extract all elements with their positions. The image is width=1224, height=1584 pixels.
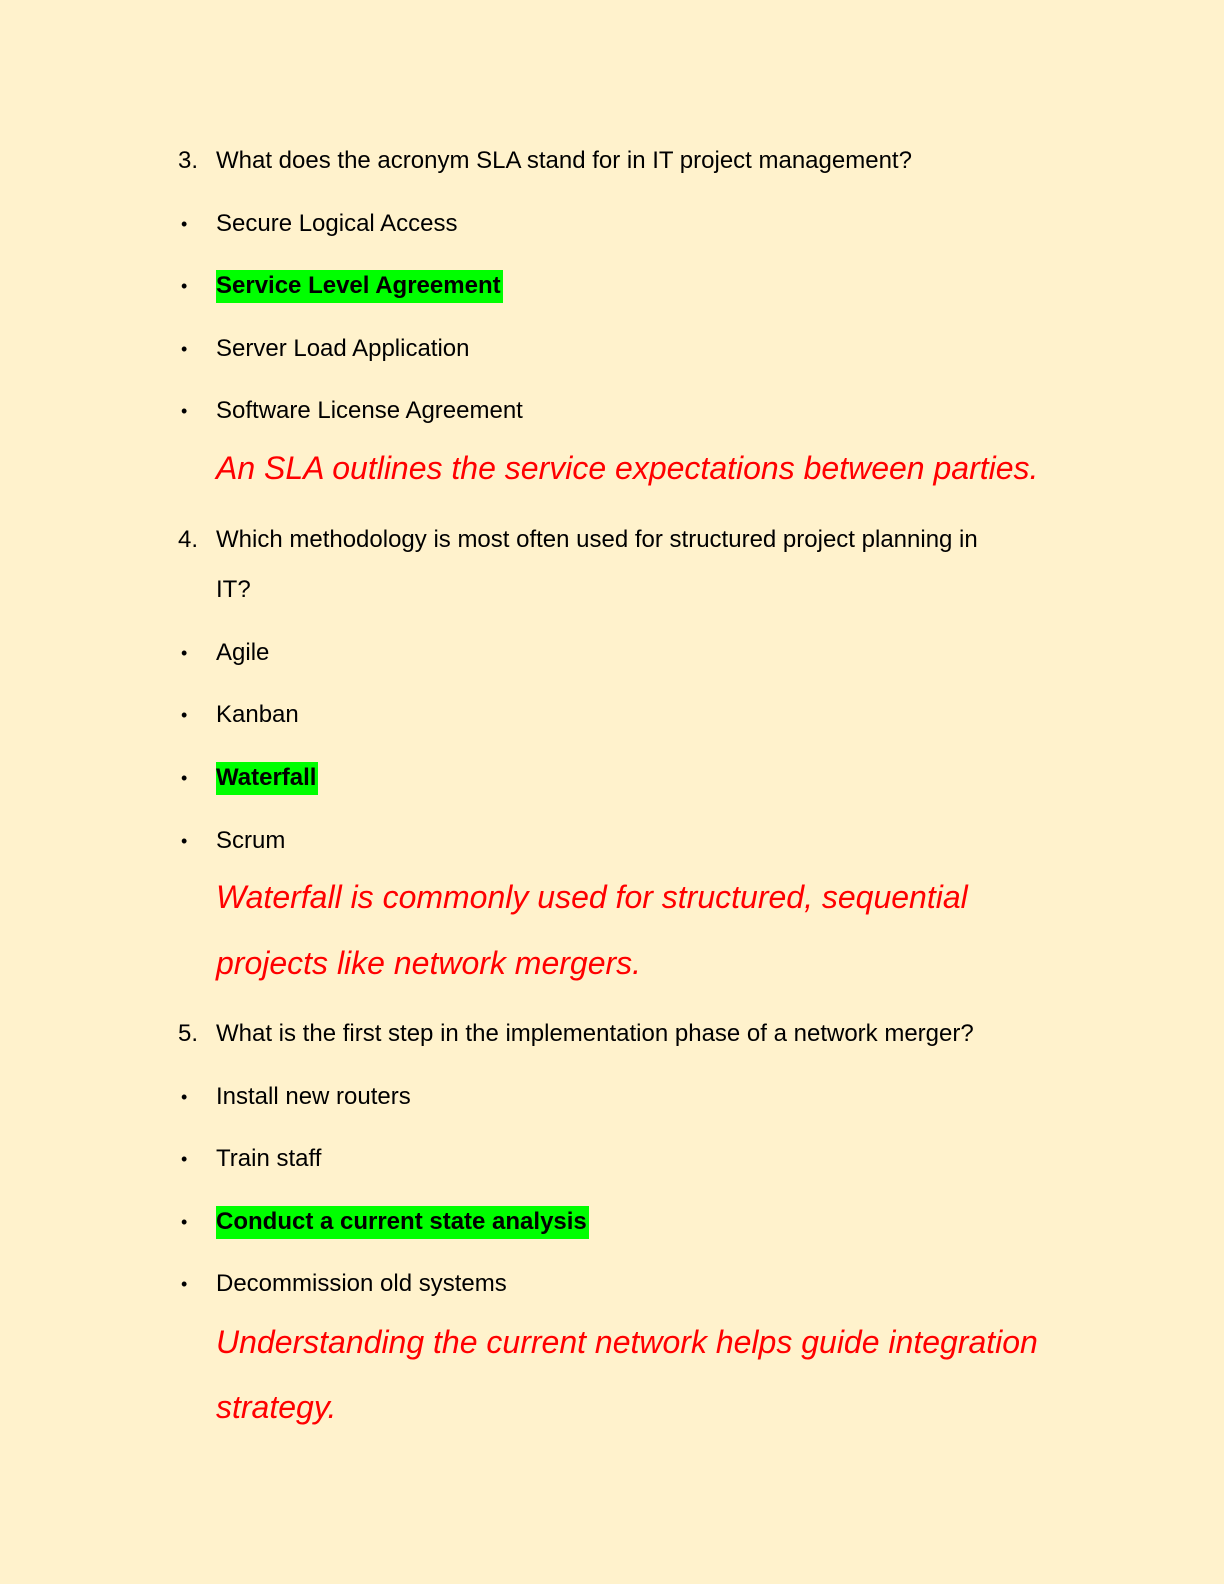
explanation-text: An SLA outlines the service expectations between parties. bbox=[216, 450, 1039, 486]
bullet-icon: • bbox=[181, 276, 188, 296]
bullet-icon: • bbox=[181, 768, 188, 788]
question-number: 4. bbox=[178, 526, 199, 553]
bullet-icon: • bbox=[181, 1087, 188, 1107]
question-4 bbox=[178, 526, 978, 553]
option-item bbox=[181, 1083, 411, 1110]
bullet-icon: • bbox=[181, 1212, 188, 1232]
option-item bbox=[181, 827, 286, 854]
option-item bbox=[181, 639, 270, 666]
question-text-continued: IT? bbox=[216, 576, 251, 603]
correct-answer-highlight: Conduct a current state analysis bbox=[216, 1206, 589, 1239]
option-label: Install new routers bbox=[216, 1083, 411, 1110]
bullet-icon: • bbox=[181, 705, 188, 725]
option-label: Secure Logical Access bbox=[216, 210, 458, 237]
explanation-text-continued: projects like network mergers. bbox=[216, 945, 642, 981]
option-label: Train staff bbox=[216, 1145, 322, 1172]
question-5 bbox=[178, 1020, 974, 1047]
option-item bbox=[181, 397, 523, 424]
bullet-icon: • bbox=[181, 831, 188, 851]
option-label: Scrum bbox=[216, 827, 286, 854]
question-text: What does the acronym SLA stand for in IT project management? bbox=[216, 147, 912, 174]
option-label: Agile bbox=[216, 639, 270, 666]
bullet-icon: • bbox=[181, 643, 188, 663]
bullet-icon: • bbox=[181, 214, 188, 234]
option-item bbox=[181, 1145, 322, 1172]
option-label: Software License Agreement bbox=[216, 397, 523, 424]
option-item bbox=[181, 701, 299, 728]
question-text: Which methodology is most often used for structured project planning in bbox=[216, 526, 978, 553]
option-item bbox=[181, 335, 470, 362]
explanation-text: Waterfall is commonly used for structured, sequential bbox=[216, 879, 968, 915]
correct-answer-highlight: Waterfall bbox=[216, 762, 318, 795]
question-3 bbox=[178, 147, 912, 174]
correct-answer-highlight: Service Level Agreement bbox=[216, 270, 503, 303]
option-label: Decommission old systems bbox=[216, 1270, 507, 1297]
explanation-text: Understanding the current network helps guide integration bbox=[216, 1324, 1038, 1360]
option-item bbox=[181, 1270, 507, 1297]
option-item-correct bbox=[181, 764, 318, 791]
option-item-correct bbox=[181, 1208, 589, 1235]
bullet-icon: • bbox=[181, 1274, 188, 1294]
bullet-icon: • bbox=[181, 401, 188, 421]
option-label: Kanban bbox=[216, 701, 299, 728]
option-item bbox=[181, 210, 458, 237]
option-label: Server Load Application bbox=[216, 335, 470, 362]
question-number: 5. bbox=[178, 1020, 199, 1047]
bullet-icon: • bbox=[181, 1149, 188, 1169]
bullet-icon: • bbox=[181, 339, 188, 359]
option-item-correct bbox=[181, 272, 503, 299]
question-number: 3. bbox=[178, 147, 199, 174]
explanation-text-continued: strategy. bbox=[216, 1389, 337, 1425]
question-text: What is the first step in the implementation phase of a network merger? bbox=[216, 1020, 974, 1047]
